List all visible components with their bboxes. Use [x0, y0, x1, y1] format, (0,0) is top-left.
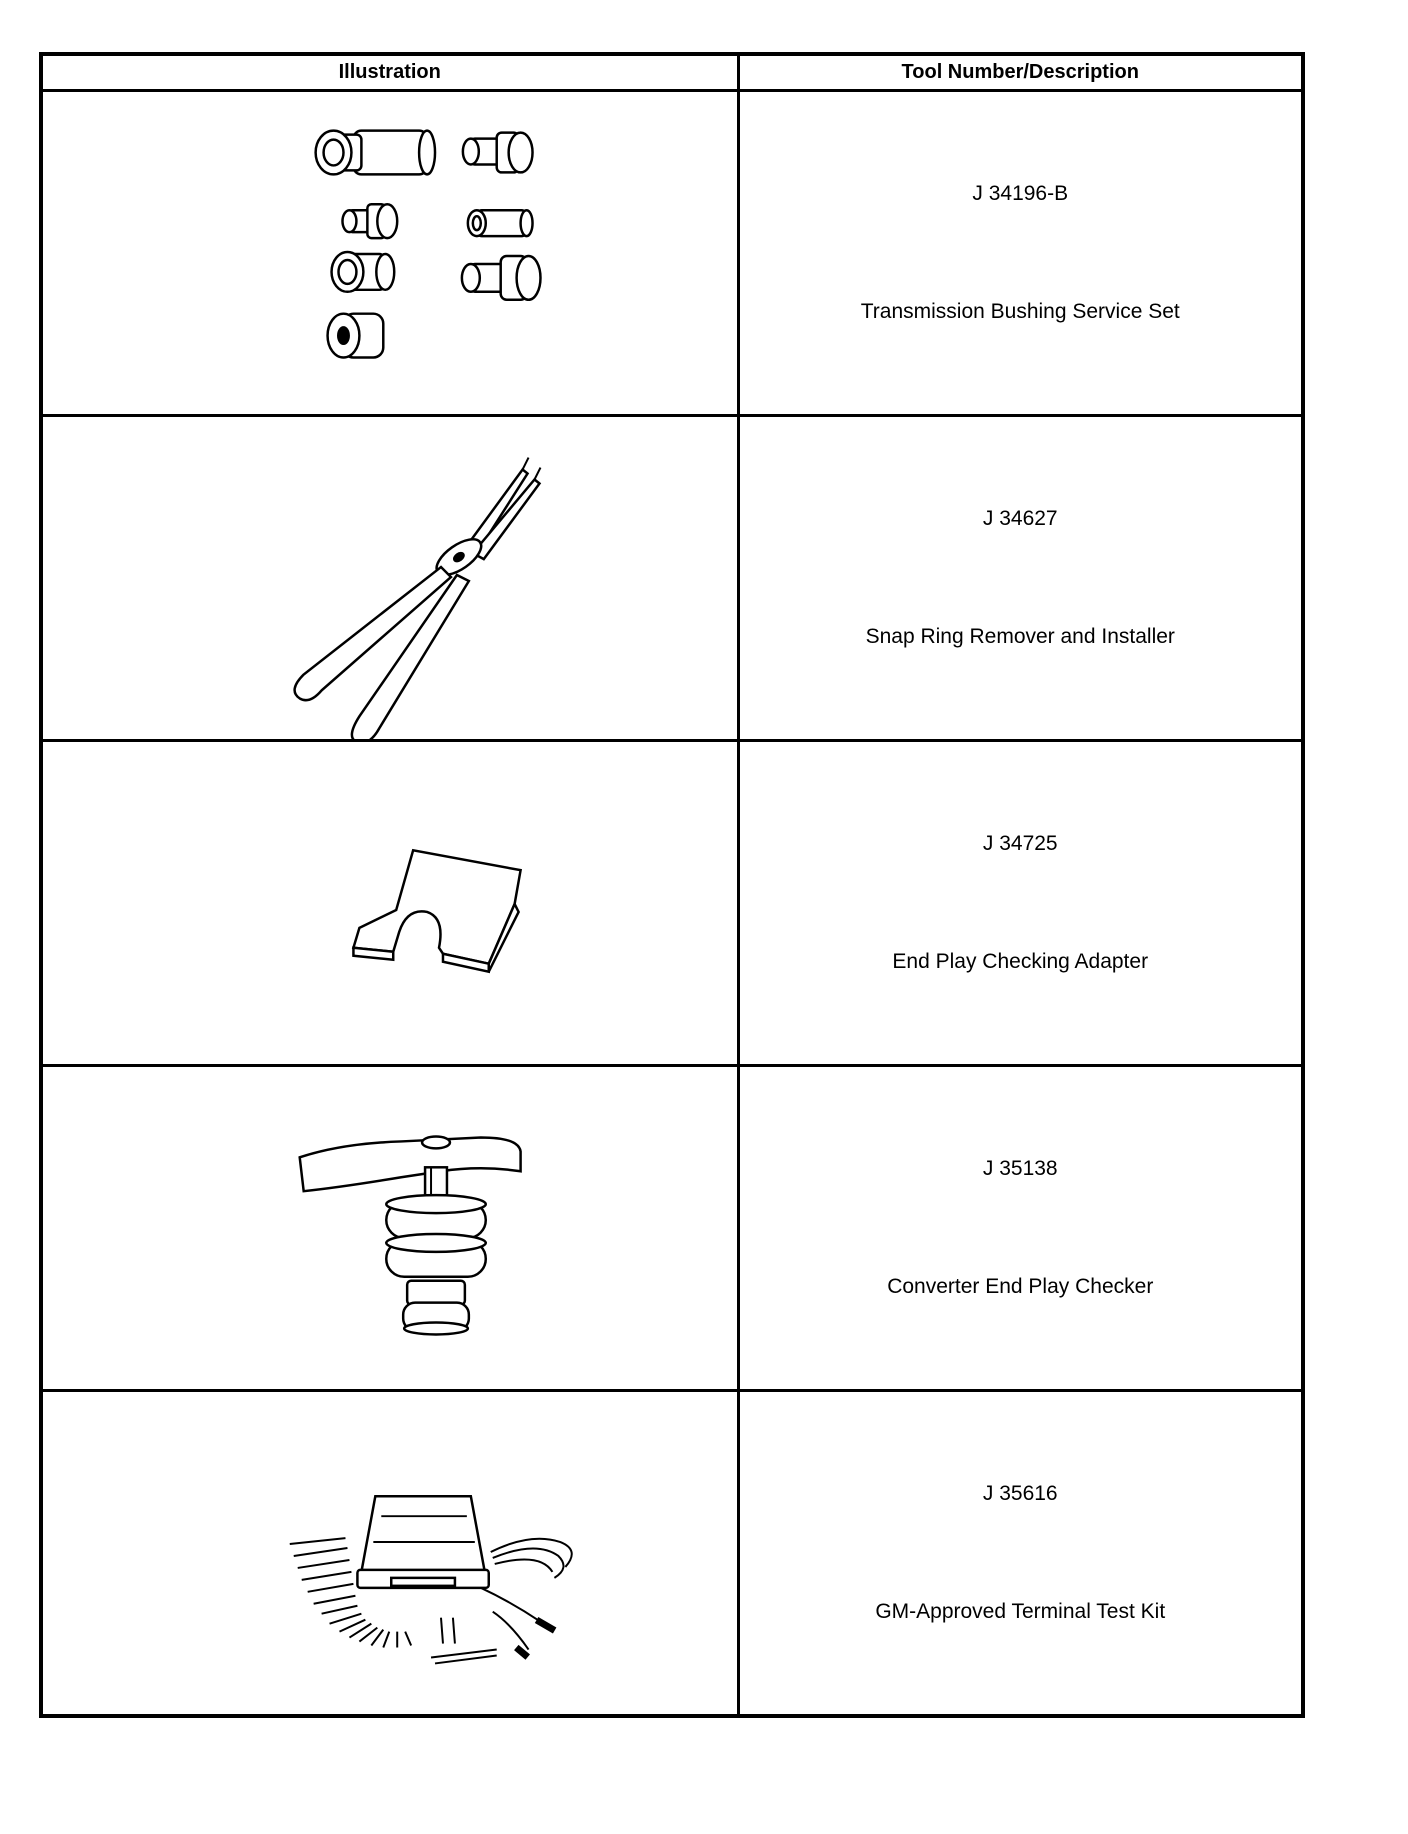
tool-description: Snap Ring Remover and Installer	[865, 625, 1175, 648]
tool-cell	[738, 1391, 1303, 1717]
end-play-checker-drawing	[43, 1067, 737, 1389]
kit-case	[357, 1496, 488, 1588]
tool-number: J 34725	[982, 832, 1058, 855]
tool-description: Transmission Bushing Service Set	[860, 300, 1180, 323]
bushing-large-driver	[462, 256, 541, 300]
tool-number: J 35138	[982, 1157, 1058, 1180]
pliers-handles	[295, 567, 469, 739]
end-play-adapter-drawing	[43, 742, 737, 1064]
tool-cell	[738, 416, 1303, 741]
bushing-set-illustration	[41, 91, 738, 416]
tool-description: GM-Approved Terminal Test Kit	[875, 1600, 1166, 1623]
table-row	[41, 1391, 1303, 1717]
bushing-stepped-driver	[332, 252, 395, 292]
bushing-small-driver-b	[342, 204, 397, 238]
tool-cell	[738, 1066, 1303, 1391]
end-play-adapter-illustration	[41, 741, 738, 1066]
snap-ring-pliers-drawing	[43, 417, 737, 739]
kit-test-leads	[481, 1539, 572, 1633]
special-tools-table	[39, 52, 1305, 1718]
checker-crossbar	[300, 1136, 521, 1191]
tool-description: End Play Checking Adapter	[892, 950, 1149, 973]
header-row	[41, 54, 1303, 91]
table-row	[41, 416, 1303, 741]
tool-number: J 35616	[982, 1482, 1058, 1505]
tool-cell	[738, 91, 1303, 416]
illustration-header: Illustration	[41, 54, 738, 91]
bushing-large-cylinder	[316, 131, 435, 175]
terminal-test-kit-illustration	[41, 1391, 738, 1717]
tool-cell	[738, 741, 1303, 1066]
checker-knurled-nut-lower	[386, 1234, 485, 1277]
tool-number: J 34627	[982, 507, 1058, 530]
table-row	[41, 741, 1303, 1066]
bushing-set-drawing	[43, 92, 737, 414]
bushing-small-driver-a	[463, 133, 533, 173]
checker-base	[403, 1281, 469, 1335]
table-row	[41, 1066, 1303, 1391]
u-shaped-plate	[353, 850, 520, 971]
tool-header: Tool Number/Description	[738, 54, 1303, 91]
terminal-test-kit-drawing	[43, 1392, 737, 1714]
bushing-sleeve	[468, 210, 533, 236]
end-play-checker-illustration	[41, 1066, 738, 1391]
snap-ring-pliers-illustration	[41, 416, 738, 741]
bushing-washer	[328, 314, 384, 358]
checker-knurled-nut-upper	[386, 1195, 485, 1238]
table-row	[41, 91, 1303, 416]
tool-number: J 34196-B	[972, 182, 1069, 205]
kit-probe	[493, 1612, 530, 1659]
tool-description: Converter End Play Checker	[887, 1275, 1154, 1298]
